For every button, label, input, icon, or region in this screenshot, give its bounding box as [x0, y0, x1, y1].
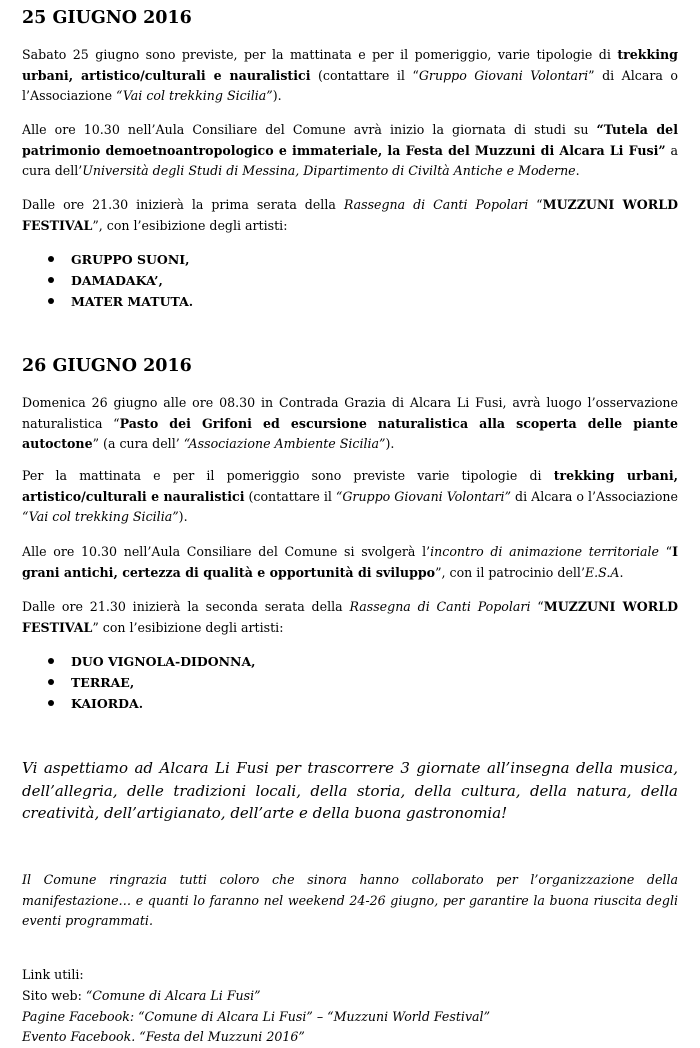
text-run: ). [178, 509, 188, 525]
text-run: Alle ore 10.30 nell’Aula Consiliare del Comune avrà inizio la giornata di studi su [22, 122, 597, 137]
text-run: “Tutela del patrimonio demoetnoantropologico e immateriale, la Festa del Muzzuni di Alcara Li Fusi” [22, 122, 678, 158]
link-website-label: Sito web: [22, 987, 86, 1003]
day2-artist-list [22, 651, 678, 714]
day2-heading-block [22, 356, 678, 376]
text-run: Dalle ore 21.30 inizierà la seconda serata della [22, 599, 350, 614]
day1-paragraph-trekking [22, 45, 678, 107]
text-run: Dalle ore 21.30 inizierà la prima serata della [22, 197, 344, 212]
text-run: Rassegna di Canti Popolari [349, 599, 531, 614]
text-run: Domenica 26 giugno alle ore 08.30 in Contrada Grazia di Alcara Li Fusi, avrà luogo l’osservazione naturalistica “ [22, 395, 678, 431]
text-run: trekking urbani, artistico/culturali e nauralistici [22, 468, 678, 504]
list-item [22, 291, 678, 312]
bullet-icon [48, 700, 54, 706]
text-run: ). [385, 436, 395, 452]
text-run: Gruppo Giovani Volontari [418, 67, 589, 83]
text-run: (contattare il “ [310, 67, 419, 83]
text-run: Rassegna di Canti Popolari [343, 197, 529, 212]
artist-name: DAMADAKA’, [71, 273, 163, 288]
text-run: “Vai col trekking Sicilia” [116, 88, 273, 104]
list-item [22, 693, 678, 714]
useful-links [22, 965, 678, 1048]
list-item [22, 249, 678, 270]
text-run: di Alcara o l’Associazione [511, 488, 678, 504]
text-run: “ [528, 197, 543, 212]
text-run: ”, con il patrocinio dell’ [435, 564, 585, 580]
text-run: ”, con l’esibizione degli artisti: [92, 217, 288, 233]
day1-artist-list [22, 249, 678, 312]
link-website[interactable]: “Comune di Alcara Li Fusi” [85, 987, 261, 1003]
text-run: I grani antichi, certezza di qualità e opportunità di sviluppo [22, 544, 678, 580]
text-run: “ [530, 599, 544, 614]
day1-paragraph-studies [22, 120, 678, 182]
artist-name: MATER MATUTA. [71, 294, 194, 309]
text-run: a cura dell’ [22, 142, 679, 179]
day2-paragraph-evening [22, 597, 678, 638]
bullet-icon [48, 298, 54, 304]
text-run: “Vai col trekking Sicilia” [22, 509, 179, 525]
text-run: E.S.A [584, 564, 620, 580]
invitation-text: Vi aspettiamo ad Alcara Li Fusi per trascorrere 3 giornate all’insegna della musica, dell’allegria, delle tradizioni locali, della storia, della cultura, della natura, della creatività, dell’artigianato, dell’arte e della buona gastronomia! [22, 759, 678, 822]
links-title: Link utili: [22, 967, 84, 982]
text-run: ” con l’esibizione degli artisti: [92, 619, 284, 635]
text-run: ” di Alcara o l’Associazione [22, 67, 678, 104]
day1-paragraph-evening [22, 195, 678, 236]
text-run: . [619, 564, 624, 580]
link-website-row [22, 986, 678, 1007]
text-run: Sabato 25 giugno sono previste, per la mattinata e per il pomeriggio, varie tipologie di [22, 47, 618, 62]
text-run: “ [658, 544, 673, 559]
bullet-icon [48, 277, 54, 283]
artist-name: GRUPPO SUONI, [71, 252, 190, 267]
list-item [22, 270, 678, 291]
bullet-icon [48, 679, 54, 685]
text-run: (contattare il [244, 488, 336, 504]
list-item [22, 672, 678, 693]
text-run: incontro di animazione territoriale [430, 544, 659, 559]
link-facebook-pages[interactable]: Pagine Facebook: “Comune di Alcara Li Fusi” – “Muzzuni World Festival” [22, 1008, 491, 1024]
bullet-icon [48, 658, 54, 664]
day1-heading-block [22, 8, 678, 28]
bullet-icon [48, 256, 54, 262]
link-facebook-event[interactable]: Evento Facebook. “Festa del Muzzuni 2016” [22, 1029, 305, 1045]
day2-paragraph-nature [22, 393, 678, 455]
text-run: Pasto dei Grifoni ed escursione naturalistica alla scoperta delle piante autoctone [22, 415, 678, 452]
text-run: . [575, 163, 580, 179]
day1-heading: 25 GIUGNO 2016 [22, 8, 192, 28]
artist-name: DUO VIGNOLA-DIDONNA, [71, 654, 256, 669]
text-run: MUZZUNI WORLD FESTIVAL [22, 599, 679, 635]
text-run: Per la mattinata e per il pomeriggio sono previste varie tipologie di [22, 468, 554, 483]
text-run: “Associazione Ambiente Sicilia” [183, 436, 386, 452]
text-run: ” (a cura dell’ [92, 436, 184, 452]
text-run: trekking urbani, artistico/culturali e nauralistici [22, 47, 678, 83]
text-run: Università degli Studi di Messina, Dipartimento di Civiltà Antiche e Moderne [82, 163, 576, 179]
text-run: Alle ore 10.30 nell’Aula Consiliare del Comune si svolgerà l’ [22, 544, 431, 559]
day2-paragraph-trekking [22, 466, 678, 528]
thanks-text: Il Comune ringrazia tutti coloro che sinora hanno collaborato per l’organizzazione della manifestazione… e quanti lo faranno nel weekend 24-26 giugno, per garantire la buona riuscita degli eventi programmati. [22, 872, 678, 929]
day2-paragraph-meeting [22, 542, 678, 583]
list-item [22, 651, 678, 672]
artist-name: KAIORDA. [71, 696, 144, 711]
invitation-paragraph [22, 757, 678, 825]
text-run: MUZZUNI WORLD FESTIVAL [22, 197, 679, 233]
text-run: ). [272, 88, 282, 104]
thanks-paragraph [22, 870, 678, 932]
text-run: “Gruppo Giovani Volontari” [335, 488, 512, 504]
day2-heading: 26 GIUGNO 2016 [22, 356, 192, 376]
artist-name: TERRAE, [71, 675, 135, 690]
